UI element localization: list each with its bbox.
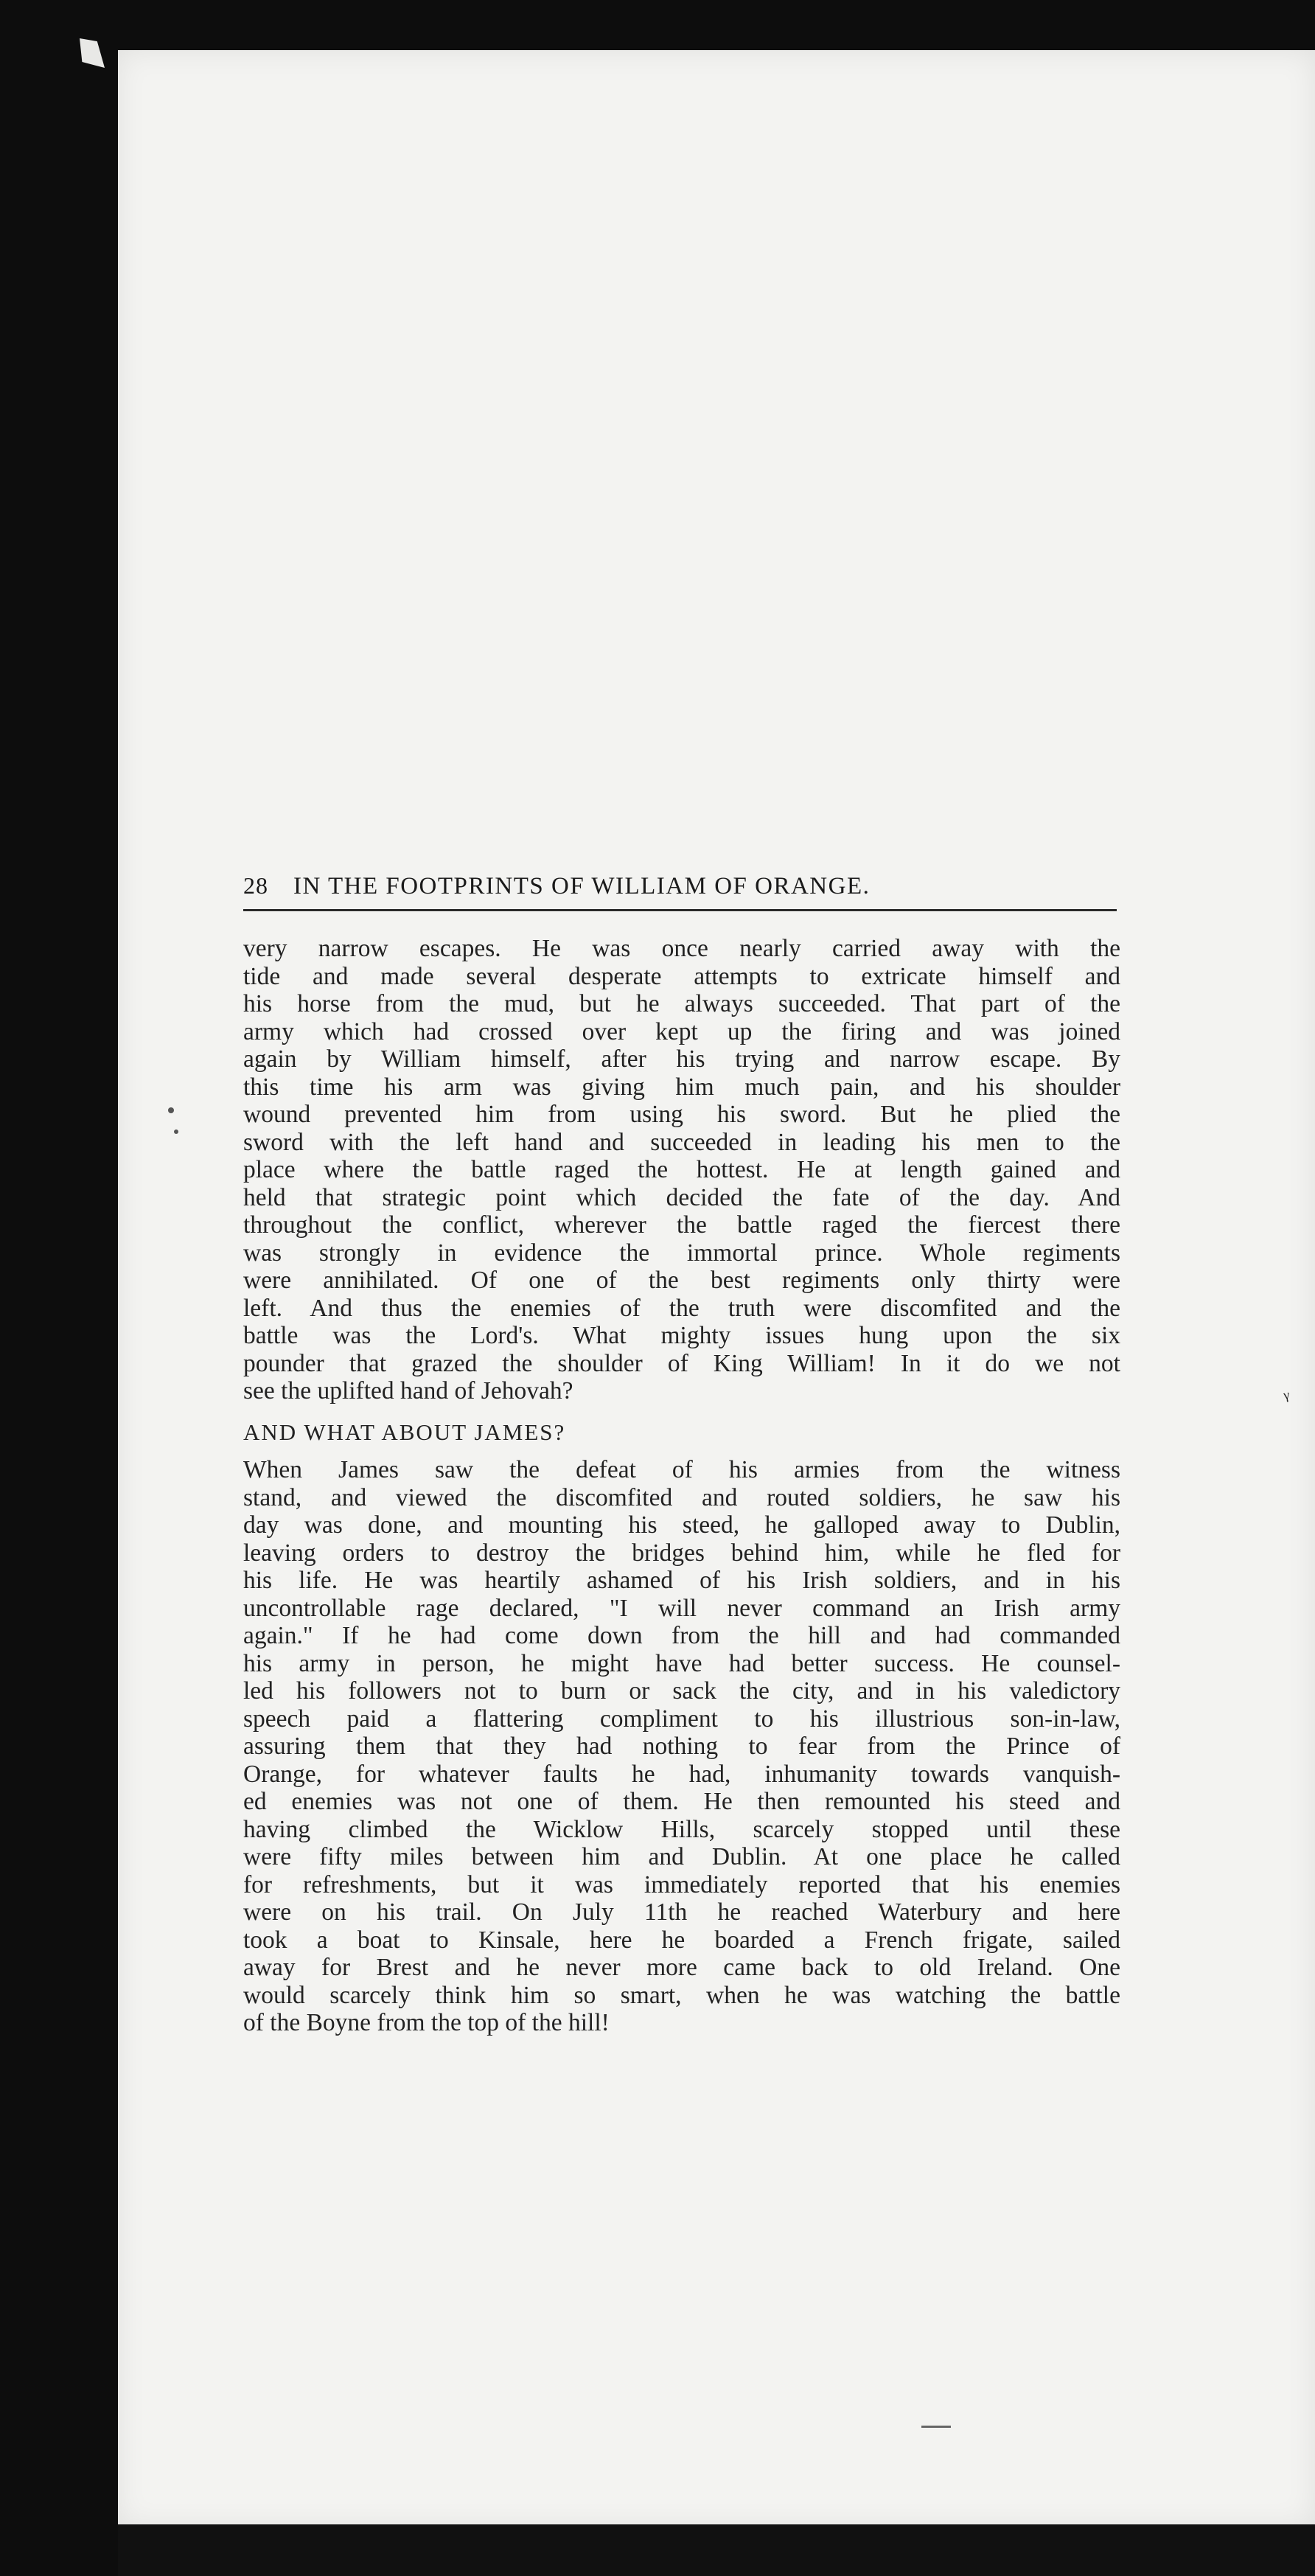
- text-line: would scarcely think him so smart, when he was watching the battle: [243, 1981, 1120, 2009]
- scan-bottom-edge: [118, 2524, 1315, 2576]
- text-line: wound prevented him from using his sword. But he plied the: [243, 1101, 1120, 1128]
- text-line: his horse from the mud, but he always succeeded. That part of the: [243, 990, 1120, 1017]
- paragraph-1: [243, 935, 1120, 1405]
- text-line: throughout the conflict, wherever the battle raged the fiercest there: [243, 1211, 1120, 1239]
- text-line: tide and made several desperate attempts to extricate himself and: [243, 962, 1120, 990]
- text-line: took a boat to Kinsale, here he boarded a French frigate, sailed: [243, 1926, 1120, 1954]
- text-line: see the uplifted hand of Jehovah?: [243, 1377, 573, 1404]
- text-line: was strongly in evidence the immortal prince. Whole regiments: [243, 1239, 1120, 1267]
- text-line: for refreshments, but it was immediately reported that his enemies: [243, 1870, 1120, 1898]
- section-heading: AND WHAT ABOUT JAMES?: [243, 1418, 566, 1445]
- end-mark: [921, 2426, 951, 2428]
- text-line: having climbed the Wicklow Hills, scarcely stopped until these: [243, 1815, 1120, 1843]
- text-line: assuring them that they had nothing to fear from the Prince of: [243, 1733, 1120, 1760]
- text-line: When James saw the defeat of his armies from the witness: [243, 1456, 1120, 1483]
- text-line: battle was the Lord's. What mighty issues hung upon the six: [243, 1322, 1120, 1349]
- text-line: leaving orders to destroy the bridges behind him, while he fled for: [243, 1539, 1120, 1567]
- text-line: again by William himself, after his trying and narrow escape. By: [243, 1045, 1120, 1073]
- text-line: were annihilated. Of one of the best regiments only thirty were: [243, 1267, 1120, 1294]
- text-line: of the Boyne from the top of the hill!: [243, 2009, 610, 2036]
- text-line: were on his trail. On July 11th he reached Waterbury and here: [243, 1898, 1120, 1926]
- text-line: this time his arm was giving him much pain, and his shoulder: [243, 1073, 1120, 1101]
- page-corner-fold: [80, 38, 105, 68]
- text-line: speech paid a flattering compliment to his illustrious son-in-law,: [243, 1705, 1120, 1733]
- margin-mark: ᵞ: [1282, 1385, 1292, 1411]
- text-line: army which had crossed over kept up the firing and was joined: [243, 1017, 1120, 1045]
- text-line: were fifty miles between him and Dublin. At one place he called: [243, 1843, 1120, 1870]
- page-header: [243, 872, 1120, 900]
- text-line: pounder that grazed the shoulder of King William! In it do we not: [243, 1349, 1120, 1377]
- text-line: led his followers not to burn or sack the city, and in his valedictory: [243, 1677, 1120, 1705]
- running-head: IN THE FOOTPRINTS OF WILLIAM OF ORANGE.: [293, 873, 871, 899]
- text-line: uncontrollable rage declared, "I will never command an Irish army: [243, 1594, 1120, 1622]
- text-line: away for Brest and he never more came back to old Ireland. One: [243, 1954, 1120, 1981]
- text-line: very narrow escapes. He was once nearly carried away with the: [243, 935, 1120, 962]
- text-line: Orange, for whatever faults he had, inhumanity towards vanquish-: [243, 1760, 1120, 1788]
- header-rule: [243, 909, 1117, 911]
- scan-speck: [174, 1129, 178, 1134]
- paragraph-2: [243, 1456, 1120, 2037]
- text-line: sword with the left hand and succeeded in leading his men to the: [243, 1128, 1120, 1156]
- scan-speck: [168, 1107, 174, 1113]
- text-line: held that strategic point which decided the fate of the day. And: [243, 1183, 1120, 1211]
- text-line: his life. He was heartily ashamed of his Irish soldiers, and in his: [243, 1567, 1120, 1594]
- text-line: place where the battle raged the hottest. He at length gained and: [243, 1156, 1120, 1183]
- text-line: again." If he had come down from the hill and had commanded: [243, 1622, 1120, 1649]
- text-line: left. And thus the enemies of the truth were discomfited and the: [243, 1294, 1120, 1322]
- body-text: [243, 935, 1120, 2037]
- text-line: his army in person, he might have had better success. He counsel-: [243, 1649, 1120, 1677]
- page-number: 28: [243, 872, 268, 899]
- text-line: day was done, and mounting his steed, he galloped away to Dublin,: [243, 1511, 1120, 1539]
- text-line: stand, and viewed the discomfited and routed soldiers, he saw his: [243, 1483, 1120, 1511]
- text-line: ed enemies was not one of them. He then remounted his steed and: [243, 1788, 1120, 1815]
